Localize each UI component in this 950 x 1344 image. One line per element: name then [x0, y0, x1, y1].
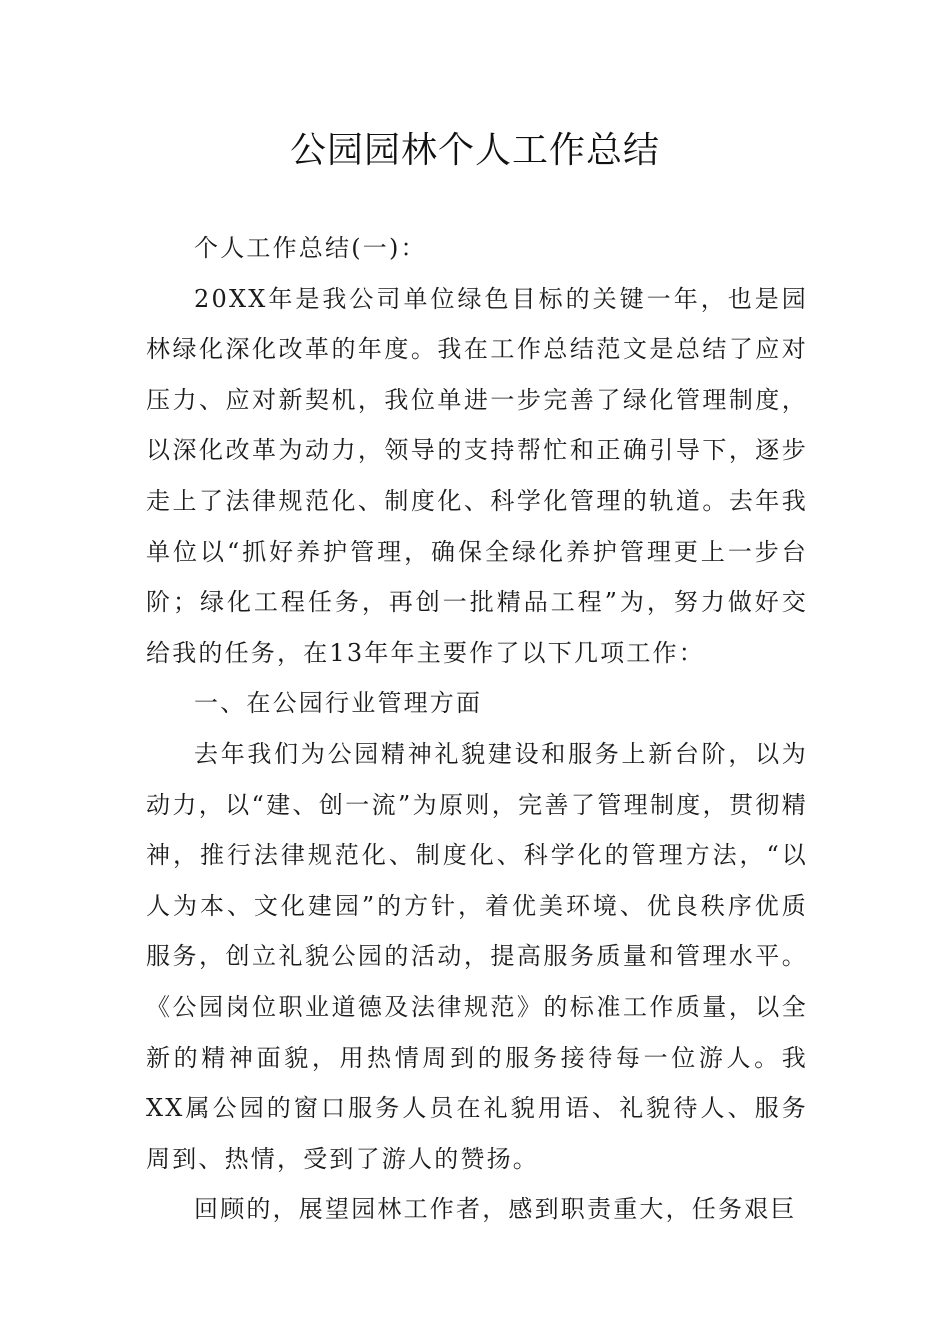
section-heading-personal-summary: 个人工作总结(一)： [194, 234, 427, 262]
body-paragraph: 去年我们为公园精神礼貌建设和服务上新台阶，以为动力，以“建、创一流”为原则，完善了管理制度，贯彻精神，推行法律规范化、制度化、科学化的管理方法，“以人为本、文化建园”的方针，着优美环境、优良秩序优质服务，创立礼貌公园的活动，提高服务质量和管理水平。《公园岗位职业道德及法律规范》的标准工作质量，以全新的精神面貌，用热情周到的服务接待每一位游人。我XX属公园的窗口服务人员在礼貌用语、礼貌待人、服务周到、热情，受到了游人的赞扬。 [146, 739, 808, 1173]
body-paragraph: 20XX年是我公司单位绿色目标的关键一年，也是园林绿化深化改革的年度。我在工作总结范文是总结了应对压力、应对新契机，我位单进一步完善了绿化管理制度，以深化改革为动力，领导的支持帮忙和正确引导下，逐步走上了法律规范化、制度化、科学化管理的轨道。去年我单位以“抓好养护管理，确保全绿化养护管理更上一步台阶；绿化工程任务，再创一批精品工程”为，努力做好交给我的任务，在13年年主要作了以下几项工作： [146, 284, 808, 667]
section-heading-park-management: 一、在公园行业管理方面 [194, 689, 483, 718]
document-body [146, 223, 808, 1235]
document-title: 公园园林个人工作总结 [289, 130, 660, 171]
body-paragraph: 回顾的，展望园林工作者，感到职责重大，任务艰巨 [194, 1195, 797, 1224]
